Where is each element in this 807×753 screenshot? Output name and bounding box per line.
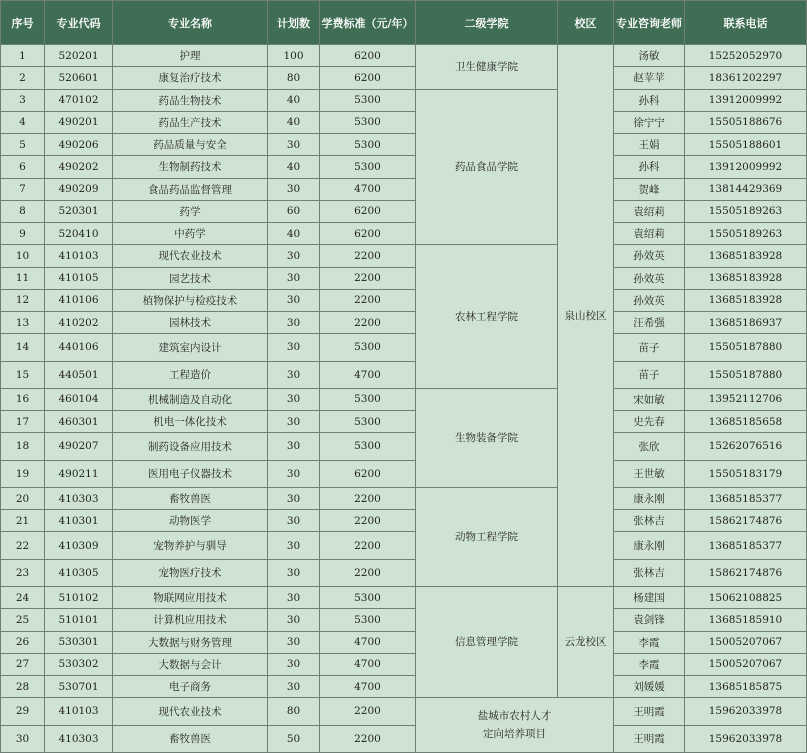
cell-tuition: 2200 [320,532,416,559]
cell-code: 520201 [45,45,113,67]
cell-tuition: 6200 [320,200,416,222]
cell-phone: 15505189263 [685,200,807,222]
cell-major: 现代农业技术 [113,698,268,725]
table-row [1,156,807,178]
cell-advisor: 王明霞 [614,698,685,725]
cell-major: 机械制造及自动化 [113,388,268,410]
table-row [1,267,807,289]
cell-major: 药品质量与安全 [113,134,268,156]
table-row [1,223,807,245]
cell-phone: 13814429369 [685,178,807,200]
cell-index: 3 [1,89,45,111]
cell-tuition: 2200 [320,487,416,509]
cell-quota: 30 [268,587,320,609]
header-index: 序号 [1,1,45,45]
cell-major: 宠物医疗技术 [113,559,268,586]
table-row [1,460,807,487]
cell-advisor: 苗子 [614,334,685,361]
cell-major: 药学 [113,200,268,222]
cell-tuition: 4700 [320,178,416,200]
cell-phone: 13685185910 [685,609,807,631]
cell-code: 490201 [45,111,113,133]
table-row [1,676,807,698]
cell-advisor: 孙效英 [614,267,685,289]
cell-code: 410103 [45,245,113,267]
cell-quota: 30 [268,676,320,698]
cell-tuition: 4700 [320,653,416,675]
header-tuition: 学费标准（元/年） [320,1,416,45]
table-row [1,433,807,460]
cell-index: 26 [1,631,45,653]
cell-quota: 30 [268,411,320,433]
cell-phone: 15005207067 [685,631,807,653]
table-row [1,653,807,675]
table-row [1,134,807,156]
cell-code: 410301 [45,510,113,532]
cell-major: 制药设备应用技术 [113,433,268,460]
cell-quota: 100 [268,45,320,67]
cell-advisor: 袁绍莉 [614,223,685,245]
cell-code: 410106 [45,289,113,311]
table-row [1,245,807,267]
cell-quota: 30 [268,559,320,586]
cell-quota: 30 [268,532,320,559]
cell-tuition: 6200 [320,67,416,89]
cell-major: 畜牧兽医 [113,725,268,752]
header-advisor: 专业咨询老师 [614,1,685,45]
cell-tuition: 4700 [320,676,416,698]
cell-college: 生物装备学院 [416,388,558,487]
table-row [1,178,807,200]
table-row [1,559,807,586]
table-row [1,289,807,311]
cell-tuition: 5300 [320,587,416,609]
cell-campus: 云龙校区 [558,587,614,698]
table-row [1,631,807,653]
cell-code: 460104 [45,388,113,410]
cell-phone: 13685186937 [685,312,807,334]
cell-major: 植物保护与检疫技术 [113,289,268,311]
cell-index: 15 [1,361,45,388]
cell-quota: 40 [268,111,320,133]
cell-major: 大数据与财务管理 [113,631,268,653]
table-row [1,587,807,609]
cell-advisor: 贺峰 [614,178,685,200]
table-row [1,411,807,433]
cell-code: 440106 [45,334,113,361]
cell-phone: 15252052970 [685,45,807,67]
cell-phone: 13685183928 [685,289,807,311]
cell-tuition: 2200 [320,289,416,311]
cell-major: 计算机应用技术 [113,609,268,631]
cell-code: 410303 [45,487,113,509]
cell-advisor: 袁剑锋 [614,609,685,631]
cell-major: 园艺技术 [113,267,268,289]
cell-quota: 80 [268,67,320,89]
cell-phone: 15862174876 [685,559,807,586]
cell-code: 410105 [45,267,113,289]
cell-tuition: 6200 [320,45,416,67]
cell-code: 530302 [45,653,113,675]
cell-quota: 60 [268,200,320,222]
cell-phone: 15962033978 [685,698,807,725]
cell-index: 21 [1,510,45,532]
cell-tuition: 5300 [320,609,416,631]
table-row [1,487,807,509]
cell-tuition: 6200 [320,460,416,487]
cell-quota: 30 [268,460,320,487]
cell-tuition: 4700 [320,361,416,388]
table-row [1,388,807,410]
cell-tuition: 5300 [320,89,416,111]
table-row [1,200,807,222]
cell-quota: 40 [268,156,320,178]
cell-major: 大数据与会计 [113,653,268,675]
cell-phone: 15505189263 [685,223,807,245]
cell-college: 动物工程学院 [416,487,558,586]
cell-code: 530301 [45,631,113,653]
cell-phone: 18361202297 [685,67,807,89]
cell-index: 18 [1,433,45,460]
cell-phone: 13685183928 [685,267,807,289]
cell-quota: 50 [268,725,320,752]
cell-index: 12 [1,289,45,311]
cell-phone: 13685185377 [685,532,807,559]
cell-advisor: 孙科 [614,156,685,178]
cell-code: 460301 [45,411,113,433]
cell-index: 24 [1,587,45,609]
cell-advisor: 李霞 [614,653,685,675]
table-row [1,45,807,67]
cell-phone: 15505183179 [685,460,807,487]
cell-index: 23 [1,559,45,586]
table-row [1,532,807,559]
cell-tuition: 5300 [320,156,416,178]
cell-major: 生物制药技术 [113,156,268,178]
cell-major: 宠物养护与驯导 [113,532,268,559]
cell-major: 食品药品监督管理 [113,178,268,200]
cell-advisor: 徐宁宁 [614,111,685,133]
cell-quota: 30 [268,267,320,289]
cell-advisor: 张欣 [614,433,685,460]
cell-code: 410309 [45,532,113,559]
table-body [1,45,807,753]
cell-quota: 40 [268,89,320,111]
cell-quota: 80 [268,698,320,725]
table-row [1,510,807,532]
table-row [1,89,807,111]
cell-phone: 15505188601 [685,134,807,156]
cell-index: 22 [1,532,45,559]
table-row [1,67,807,89]
cell-phone: 15262076516 [685,433,807,460]
cell-tuition: 2200 [320,559,416,586]
cell-tuition: 5300 [320,411,416,433]
cell-advisor: 张林吉 [614,510,685,532]
cell-college: 卫生健康学院 [416,45,558,90]
cell-index: 19 [1,460,45,487]
cell-quota: 40 [268,223,320,245]
cell-tuition: 2200 [320,698,416,725]
table-row [1,609,807,631]
cell-tuition: 5300 [320,111,416,133]
cell-quota: 30 [268,134,320,156]
table-row [1,111,807,133]
cell-tuition: 2200 [320,245,416,267]
cell-tuition: 2200 [320,267,416,289]
cell-major: 建筑室内设计 [113,334,268,361]
cell-code: 440501 [45,361,113,388]
cell-index: 16 [1,388,45,410]
cell-advisor: 汤敏 [614,45,685,67]
cell-quota: 30 [268,653,320,675]
cell-advisor: 张林吉 [614,559,685,586]
cell-quota: 30 [268,510,320,532]
cell-phone: 15862174876 [685,510,807,532]
cell-major: 电子商务 [113,676,268,698]
cell-code: 490209 [45,178,113,200]
cell-code: 410303 [45,725,113,752]
cell-phone: 13912009992 [685,89,807,111]
cell-quota: 30 [268,609,320,631]
cell-tuition: 5300 [320,334,416,361]
header-quota: 计划数 [268,1,320,45]
cell-index: 30 [1,725,45,752]
cell-code: 410103 [45,698,113,725]
cell-index: 29 [1,698,45,725]
cell-phone: 13685185377 [685,487,807,509]
cell-index: 5 [1,134,45,156]
cell-tuition: 5300 [320,433,416,460]
cell-tuition: 2200 [320,725,416,752]
cell-phone: 13952112706 [685,388,807,410]
cell-major: 药品生产技术 [113,111,268,133]
cell-code: 510101 [45,609,113,631]
cell-tuition: 4700 [320,631,416,653]
cell-major: 中药学 [113,223,268,245]
header-college: 二级学院 [416,1,558,45]
cell-major: 医用电子仪器技术 [113,460,268,487]
cell-quota: 30 [268,361,320,388]
cell-index: 6 [1,156,45,178]
cell-advisor: 宋如敏 [614,388,685,410]
cell-college: 盐城市农村人才 定向培养项目 [416,698,614,753]
header-row [1,1,807,45]
cell-major: 现代农业技术 [113,245,268,267]
cell-index: 25 [1,609,45,631]
table-row [1,698,807,725]
cell-index: 1 [1,45,45,67]
cell-college: 药品食品学院 [416,89,558,245]
cell-advisor: 孙效英 [614,245,685,267]
cell-advisor: 康永刚 [614,532,685,559]
cell-index: 4 [1,111,45,133]
cell-advisor: 杨建国 [614,587,685,609]
cell-phone: 15505188676 [685,111,807,133]
cell-code: 520301 [45,200,113,222]
cell-advisor: 苗子 [614,361,685,388]
cell-major: 园林技术 [113,312,268,334]
cell-advisor: 孙效英 [614,289,685,311]
cell-advisor: 王明霞 [614,725,685,752]
header-campus: 校区 [558,1,614,45]
cell-tuition: 2200 [320,312,416,334]
cell-code: 490211 [45,460,113,487]
cell-code: 410202 [45,312,113,334]
cell-phone: 13685185658 [685,411,807,433]
cell-code: 520601 [45,67,113,89]
cell-tuition: 6200 [320,223,416,245]
cell-major: 畜牧兽医 [113,487,268,509]
cell-advisor: 王娟 [614,134,685,156]
cell-major: 物联网应用技术 [113,587,268,609]
cell-index: 9 [1,223,45,245]
cell-quota: 30 [268,487,320,509]
cell-index: 17 [1,411,45,433]
cell-quota: 30 [268,334,320,361]
cell-major: 工程造价 [113,361,268,388]
cell-index: 7 [1,178,45,200]
table-row [1,312,807,334]
cell-quota: 30 [268,289,320,311]
cell-quota: 30 [268,178,320,200]
header-major: 专业名称 [113,1,268,45]
cell-quota: 30 [268,245,320,267]
cell-advisor: 李霞 [614,631,685,653]
cell-major: 护理 [113,45,268,67]
cell-code: 490207 [45,433,113,460]
cell-phone: 13685183928 [685,245,807,267]
cell-code: 490202 [45,156,113,178]
cell-quota: 30 [268,433,320,460]
cell-index: 14 [1,334,45,361]
cell-phone: 15062108825 [685,587,807,609]
cell-tuition: 2200 [320,510,416,532]
cell-index: 11 [1,267,45,289]
cell-college: 信息管理学院 [416,587,558,698]
cell-index: 13 [1,312,45,334]
cell-phone: 15505187880 [685,361,807,388]
cell-advisor: 袁绍莉 [614,200,685,222]
cell-code: 470102 [45,89,113,111]
header-code: 专业代码 [45,1,113,45]
cell-index: 10 [1,245,45,267]
cell-advisor: 汪希强 [614,312,685,334]
cell-code: 520410 [45,223,113,245]
cell-phone: 13685185875 [685,676,807,698]
table-row [1,334,807,361]
cell-quota: 30 [268,388,320,410]
cell-index: 28 [1,676,45,698]
cell-code: 410305 [45,559,113,586]
cell-index: 2 [1,67,45,89]
cell-index: 8 [1,200,45,222]
cell-college: 农林工程学院 [416,245,558,389]
cell-code: 510102 [45,587,113,609]
table-row [1,361,807,388]
cell-phone: 13912009992 [685,156,807,178]
cell-advisor: 王世敏 [614,460,685,487]
cell-index: 20 [1,487,45,509]
cell-code: 530701 [45,676,113,698]
cell-tuition: 5300 [320,388,416,410]
cell-advisor: 史先春 [614,411,685,433]
cell-advisor: 康永刚 [614,487,685,509]
cell-tuition: 5300 [320,134,416,156]
cell-phone: 15005207067 [685,653,807,675]
cell-code: 490206 [45,134,113,156]
cell-major: 机电一体化技术 [113,411,268,433]
table-row [1,725,807,752]
cell-advisor: 孙科 [614,89,685,111]
cell-major: 药品生物技术 [113,89,268,111]
cell-advisor: 刘媛媛 [614,676,685,698]
cell-index: 27 [1,653,45,675]
cell-major: 动物医学 [113,510,268,532]
cell-advisor: 赵苹苹 [614,67,685,89]
cell-phone: 15505187880 [685,334,807,361]
header-phone: 联系电话 [685,1,807,45]
cell-phone: 15962033978 [685,725,807,752]
cell-quota: 30 [268,312,320,334]
cell-campus: 泉山校区 [558,45,614,587]
cell-quota: 30 [268,631,320,653]
cell-major: 康复治疗技术 [113,67,268,89]
